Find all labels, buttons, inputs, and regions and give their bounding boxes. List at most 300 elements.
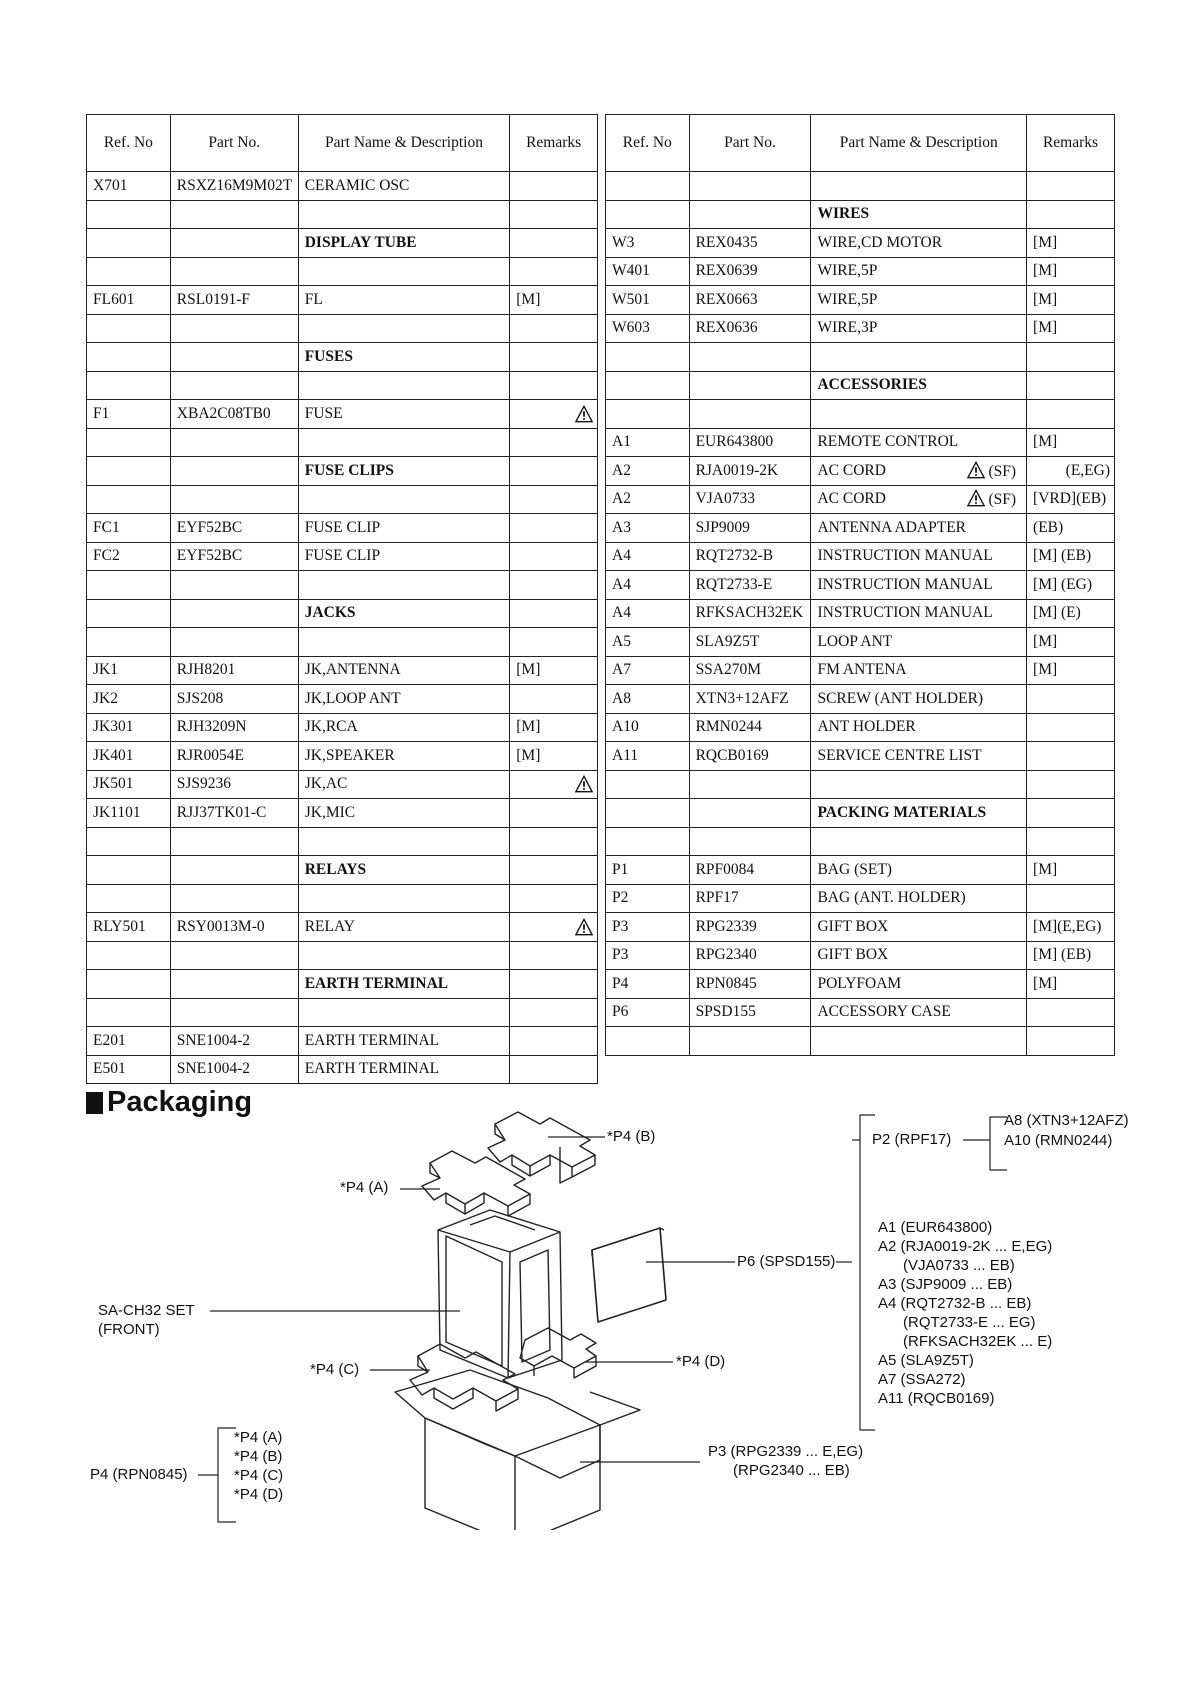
cell-remarks: (EB) <box>1027 514 1115 543</box>
cell-ref-no: E501 <box>87 1055 171 1084</box>
cell-part-no: RSL0191-F <box>170 286 298 315</box>
cell-part-name: FUSE CLIP <box>298 542 510 571</box>
table-row <box>87 457 598 486</box>
warning-triangle-icon <box>575 405 593 423</box>
cell-part-name: SCREW (ANT HOLDER) <box>811 685 1027 714</box>
cell-part-no: RPG2340 <box>689 941 811 970</box>
cell-part-no: REX0435 <box>689 229 811 258</box>
remarks-wrap <box>516 775 597 793</box>
label-set: SA-CH32 SET <box>98 1302 195 1319</box>
cell-part-no <box>170 998 298 1027</box>
cell-part-name: GIFT BOX <box>811 913 1027 942</box>
cell-part-name: FUSE CLIP <box>298 514 510 543</box>
cell-part-no <box>689 371 811 400</box>
cell-remarks <box>1027 685 1115 714</box>
p2-list-item: A10 (RMN0244) <box>1004 1132 1113 1149</box>
table-row <box>87 172 598 201</box>
cell-part-name: JK,AC <box>298 770 510 799</box>
table-row <box>606 172 1115 201</box>
cell-remarks <box>510 257 598 286</box>
cell-ref-no: P3 <box>606 941 690 970</box>
cell-remarks: [M] <box>1027 428 1115 457</box>
cell-remarks <box>510 884 598 913</box>
table-row <box>606 286 1115 315</box>
cell-ref-no <box>606 400 690 429</box>
cell-ref-no: A1 <box>606 428 690 457</box>
cell-ref-no: E201 <box>87 1027 171 1056</box>
cell-remarks <box>510 827 598 856</box>
cell-part-no: REX0663 <box>689 286 811 315</box>
cell-ref-no <box>606 172 690 201</box>
table-row <box>606 371 1115 400</box>
cell-part-no: SNE1004-2 <box>170 1055 298 1084</box>
cell-part-name <box>811 1027 1027 1056</box>
cell-ref-no: W3 <box>606 229 690 258</box>
table-row <box>606 200 1115 229</box>
cell-remarks <box>510 685 598 714</box>
p4-list-item: *P4 (C) <box>234 1467 284 1484</box>
cell-ref-no <box>87 970 171 999</box>
cell-ref-no: A10 <box>606 713 690 742</box>
cell-ref-no <box>87 343 171 372</box>
cell-remarks: [M] <box>510 286 598 315</box>
header-part-no: Part No. <box>689 115 811 172</box>
table-row <box>606 542 1115 571</box>
table-row <box>606 713 1115 742</box>
table-row <box>87 827 598 856</box>
cell-remarks <box>510 770 598 799</box>
cell-ref-no <box>606 799 690 828</box>
cell-remarks: [M] <box>510 713 598 742</box>
p6-list-item: (RQT2733-E ... EG) <box>903 1314 1036 1331</box>
cell-part-name: POLYFOAM <box>811 970 1027 999</box>
cell-ref-no: A3 <box>606 514 690 543</box>
cell-part-no <box>689 827 811 856</box>
p6-list-item: A7 (SSA272) <box>878 1371 966 1388</box>
cell-remarks <box>510 343 598 372</box>
cell-part-name <box>298 371 510 400</box>
cell-part-no <box>689 799 811 828</box>
table-row <box>87 628 598 657</box>
p4-list-item: *P4 (D) <box>234 1486 284 1503</box>
table-row <box>87 314 598 343</box>
cell-part-no: RJA0019-2K <box>689 457 811 486</box>
cell-part-no: RMN0244 <box>689 713 811 742</box>
label-p4a: *P4 (A) <box>340 1179 389 1196</box>
cell-part-no: EUR643800 <box>689 428 811 457</box>
cell-remarks <box>1027 371 1115 400</box>
cell-part-no: RSY0013M-0 <box>170 913 298 942</box>
cell-part-name <box>298 884 510 913</box>
cell-remarks: [M] (EG) <box>1027 571 1115 600</box>
cell-part-no <box>170 827 298 856</box>
cell-remarks <box>1027 1027 1115 1056</box>
cell-remarks <box>510 172 598 201</box>
cell-remarks: [M] (EB) <box>1027 542 1115 571</box>
cell-ref-no <box>87 827 171 856</box>
cell-ref-no: A2 <box>606 457 690 486</box>
cell-remarks: [M] <box>1027 229 1115 258</box>
remarks-wrap <box>1033 462 1110 480</box>
cell-part-name: BAG (ANT. HOLDER) <box>811 884 1027 913</box>
cell-part-name: WIRE,3P <box>811 314 1027 343</box>
cell-part-name: GIFT BOX <box>811 941 1027 970</box>
cell-part-name: RELAY <box>298 913 510 942</box>
cell-part-name: ANTENNA ADAPTER <box>811 514 1027 543</box>
part-name-wrap <box>817 489 1026 509</box>
cell-part-no: RPF0084 <box>689 856 811 885</box>
cell-part-name <box>298 827 510 856</box>
cell-ref-no: W501 <box>606 286 690 315</box>
cell-part-no <box>689 770 811 799</box>
cell-part-no <box>170 941 298 970</box>
remarks-wrap <box>516 405 597 423</box>
table-row <box>606 970 1115 999</box>
table-row <box>87 200 598 229</box>
cell-part-name <box>298 998 510 1027</box>
cell-remarks <box>510 970 598 999</box>
table-row <box>87 884 598 913</box>
table-row <box>87 229 598 258</box>
cell-remarks: [M] <box>1027 970 1115 999</box>
cell-remarks: [M] <box>1027 656 1115 685</box>
table-row <box>87 799 598 828</box>
cell-part-no <box>170 257 298 286</box>
cell-ref-no: JK1 <box>87 656 171 685</box>
header-part-name: Part Name & Description <box>811 115 1027 172</box>
cell-part-no <box>170 457 298 486</box>
cell-part-no <box>170 884 298 913</box>
cell-remarks: [M] <box>1027 286 1115 315</box>
header-part-name: Part Name & Description <box>298 115 510 172</box>
cell-part-no <box>170 970 298 999</box>
cell-remarks <box>1027 343 1115 372</box>
cell-remarks <box>510 400 598 429</box>
p2-list-item: A8 (XTN3+12AFZ) <box>1004 1112 1129 1129</box>
cell-section-heading: JACKS <box>298 599 510 628</box>
cell-part-name: INSTRUCTION MANUAL <box>811 571 1027 600</box>
label-p2: P2 (RPF17) <box>872 1131 952 1148</box>
cell-part-no: XBA2C08TB0 <box>170 400 298 429</box>
cell-part-no <box>170 371 298 400</box>
cell-remarks <box>510 913 598 942</box>
p6-list-item: A11 (RQCB0169) <box>878 1390 995 1407</box>
cell-ref-no <box>87 428 171 457</box>
cell-ref-no <box>87 200 171 229</box>
cell-ref-no: JK2 <box>87 685 171 714</box>
table-row <box>606 998 1115 1027</box>
table-row <box>606 514 1115 543</box>
table-row <box>606 656 1115 685</box>
cell-ref-no <box>87 571 171 600</box>
cell-remarks: [M](E,EG) <box>1027 913 1115 942</box>
header-ref-no: Ref. No <box>87 115 171 172</box>
warning-triangle-icon <box>575 775 593 793</box>
cell-remarks <box>510 229 598 258</box>
cell-part-name: WIRE,5P <box>811 286 1027 315</box>
cell-part-name: CERAMIC OSC <box>298 172 510 201</box>
cell-part-name: ACCESSORY CASE <box>811 998 1027 1027</box>
cell-part-name: EARTH TERMINAL <box>298 1027 510 1056</box>
table-row <box>87 856 598 885</box>
cell-part-name: BAG (SET) <box>811 856 1027 885</box>
safety-note <box>967 461 1026 481</box>
cell-remarks <box>510 514 598 543</box>
cell-part-no <box>689 200 811 229</box>
cell-part-no <box>689 1027 811 1056</box>
cell-part-no <box>689 343 811 372</box>
cell-part-no: RPF17 <box>689 884 811 913</box>
cell-ref-no <box>606 1027 690 1056</box>
cell-ref-no: JK401 <box>87 742 171 771</box>
cell-remarks <box>1027 770 1115 799</box>
cell-remarks <box>510 799 598 828</box>
table-row <box>87 485 598 514</box>
cell-part-no <box>689 400 811 429</box>
table-row <box>606 343 1115 372</box>
cell-ref-no: FC1 <box>87 514 171 543</box>
table-row <box>87 400 598 429</box>
cell-part-name: JK,SPEAKER <box>298 742 510 771</box>
cell-section-heading: EARTH TERMINAL <box>298 970 510 999</box>
part-name-text: AC CORD <box>817 461 886 479</box>
cell-part-no <box>170 856 298 885</box>
cell-ref-no: JK301 <box>87 713 171 742</box>
table-row <box>606 457 1115 486</box>
cell-part-name <box>811 172 1027 201</box>
cell-part-no <box>170 628 298 657</box>
cell-remarks <box>1027 884 1115 913</box>
label-p4b: *P4 (B) <box>607 1128 656 1145</box>
cell-section-heading: ACCESSORIES <box>811 371 1027 400</box>
table-row <box>87 1027 598 1056</box>
cell-part-no: RSXZ16M9M02T <box>170 172 298 201</box>
cell-remarks <box>510 856 598 885</box>
cell-part-name: JK,RCA <box>298 713 510 742</box>
cell-part-name <box>298 941 510 970</box>
cell-remarks <box>1027 400 1115 429</box>
cell-remarks <box>510 628 598 657</box>
cell-part-name <box>811 400 1027 429</box>
cell-ref-no: P3 <box>606 913 690 942</box>
cell-remarks: [M] <box>1027 628 1115 657</box>
p6-list-item: A3 (SJP9009 ... EB) <box>878 1276 1013 1293</box>
cell-part-name <box>298 571 510 600</box>
label-p3-line2: (RPG2340 ... EB) <box>733 1462 850 1479</box>
table-row <box>87 514 598 543</box>
cell-part-no <box>170 485 298 514</box>
table-row <box>87 742 598 771</box>
cell-part-name: ANT HOLDER <box>811 713 1027 742</box>
part-name-text: AC CORD <box>817 490 886 508</box>
cell-part-name <box>298 314 510 343</box>
cell-remarks: [M] <box>1027 314 1115 343</box>
table-row <box>87 286 598 315</box>
table-row <box>606 599 1115 628</box>
cell-ref-no: F1 <box>87 400 171 429</box>
cell-ref-no <box>87 371 171 400</box>
p6-list-item: A4 (RQT2732-B ... EB) <box>878 1295 1032 1312</box>
table-row <box>87 599 598 628</box>
cell-ref-no: W401 <box>606 257 690 286</box>
cell-section-heading: FUSE CLIPS <box>298 457 510 486</box>
table-row <box>87 713 598 742</box>
cell-remarks: [M] (E) <box>1027 599 1115 628</box>
cell-ref-no: RLY501 <box>87 913 171 942</box>
cell-part-no: SPSD155 <box>689 998 811 1027</box>
cell-part-name: JK,MIC <box>298 799 510 828</box>
polyfoam-a-illustration <box>422 1151 530 1216</box>
cell-part-name: WIRE,5P <box>811 257 1027 286</box>
table-row <box>606 400 1115 429</box>
cell-remarks <box>1027 799 1115 828</box>
cell-part-no: RJJ37TK01-C <box>170 799 298 828</box>
cell-part-no: SJP9009 <box>689 514 811 543</box>
cell-part-no: RFKSACH32EK <box>689 599 811 628</box>
cell-part-no: SLA9Z5T <box>689 628 811 657</box>
cell-part-no: RJR0054E <box>170 742 298 771</box>
cell-remarks: [M] <box>1027 257 1115 286</box>
cell-remarks <box>1027 827 1115 856</box>
cell-part-no: RPN0845 <box>689 970 811 999</box>
cell-ref-no: JK501 <box>87 770 171 799</box>
table-row <box>606 742 1115 771</box>
table-row <box>606 1027 1115 1056</box>
cell-remarks: [M] <box>510 656 598 685</box>
cell-part-name <box>298 200 510 229</box>
cell-part-name <box>298 428 510 457</box>
header-part-no: Part No. <box>170 115 298 172</box>
cell-remarks <box>510 485 598 514</box>
cell-ref-no <box>606 343 690 372</box>
warning-triangle-icon <box>967 489 985 507</box>
cell-part-name: FUSE <box>298 400 510 429</box>
table-row <box>87 343 598 372</box>
table-row <box>87 371 598 400</box>
cell-section-heading: RELAYS <box>298 856 510 885</box>
table-row <box>606 257 1115 286</box>
cell-part-name <box>811 827 1027 856</box>
cell-ref-no: P2 <box>606 884 690 913</box>
cell-part-name: FM ANTENA <box>811 656 1027 685</box>
table-row <box>606 884 1115 913</box>
label-p4: P4 (RPN0845) <box>90 1466 188 1483</box>
cell-part-name <box>298 257 510 286</box>
cell-ref-no <box>87 314 171 343</box>
cell-remarks <box>510 571 598 600</box>
cell-remarks <box>510 200 598 229</box>
table-row <box>606 314 1115 343</box>
table-header-row <box>606 115 1115 172</box>
cell-part-no: RQCB0169 <box>689 742 811 771</box>
warning-triangle-icon <box>967 461 985 479</box>
cell-part-name <box>811 457 1027 486</box>
cell-part-no <box>170 200 298 229</box>
cell-remarks <box>510 941 598 970</box>
cell-part-no: RQT2733-E <box>689 571 811 600</box>
table-row <box>606 628 1115 657</box>
cell-part-name <box>811 343 1027 372</box>
cell-part-name <box>298 485 510 514</box>
cell-section-heading: DISPLAY TUBE <box>298 229 510 258</box>
table-row <box>606 571 1115 600</box>
cell-part-no: RPG2339 <box>689 913 811 942</box>
table-row <box>606 913 1115 942</box>
cell-ref-no: P6 <box>606 998 690 1027</box>
table-row <box>87 685 598 714</box>
header-remarks: Remarks <box>510 115 598 172</box>
cell-part-no <box>170 571 298 600</box>
table-row <box>87 542 598 571</box>
remarks-text: (E,EG) <box>1065 461 1110 479</box>
cell-ref-no: FC2 <box>87 542 171 571</box>
cell-remarks <box>510 599 598 628</box>
table-row <box>606 941 1115 970</box>
cell-part-no: RQT2732-B <box>689 542 811 571</box>
table-row <box>87 998 598 1027</box>
cell-part-name: JK,ANTENNA <box>298 656 510 685</box>
table-row <box>606 685 1115 714</box>
leader-lines <box>198 1115 1007 1522</box>
p6-list-item: (RFKSACH32EK ... E) <box>903 1333 1053 1350</box>
cell-remarks: [VRD](EB) <box>1027 485 1115 514</box>
cell-ref-no <box>87 229 171 258</box>
cell-part-name <box>811 770 1027 799</box>
cell-ref-no <box>606 200 690 229</box>
header-remarks: Remarks <box>1027 115 1115 172</box>
cell-part-no: SJS208 <box>170 685 298 714</box>
cell-ref-no <box>87 941 171 970</box>
table-row <box>606 428 1115 457</box>
cell-ref-no: A8 <box>606 685 690 714</box>
table-row <box>87 571 598 600</box>
table-row <box>87 941 598 970</box>
cell-ref-no <box>87 485 171 514</box>
label-p6: P6 (SPSD155) <box>737 1253 836 1270</box>
p4-list-item: *P4 (A) <box>234 1429 283 1446</box>
cell-part-name: SERVICE CENTRE LIST <box>811 742 1027 771</box>
table-row <box>606 827 1115 856</box>
cell-ref-no <box>87 884 171 913</box>
cell-ref-no: X701 <box>87 172 171 201</box>
table-row <box>606 229 1115 258</box>
cell-remarks: [M] <box>510 742 598 771</box>
cell-remarks <box>510 457 598 486</box>
cell-part-no <box>170 229 298 258</box>
cell-remarks <box>1027 172 1115 201</box>
header-ref-no: Ref. No <box>606 115 690 172</box>
cell-remarks: [M] (EB) <box>1027 941 1115 970</box>
p6-list-item: (VJA0733 ... EB) <box>903 1257 1015 1274</box>
cell-part-no <box>170 343 298 372</box>
cell-part-no: RJH8201 <box>170 656 298 685</box>
cell-ref-no <box>87 998 171 1027</box>
cell-ref-no <box>87 599 171 628</box>
cell-ref-no: FL601 <box>87 286 171 315</box>
cell-part-no: EYF52BC <box>170 542 298 571</box>
cell-part-no: RJH3209N <box>170 713 298 742</box>
table-row <box>87 656 598 685</box>
cell-ref-no: A2 <box>606 485 690 514</box>
cell-ref-no <box>87 457 171 486</box>
cell-part-no: XTN3+12AFZ <box>689 685 811 714</box>
cell-ref-no: JK1101 <box>87 799 171 828</box>
table-row <box>87 770 598 799</box>
cell-remarks: [M] <box>1027 856 1115 885</box>
cell-part-no: SNE1004-2 <box>170 1027 298 1056</box>
table-row <box>606 485 1115 514</box>
cell-remarks <box>510 371 598 400</box>
